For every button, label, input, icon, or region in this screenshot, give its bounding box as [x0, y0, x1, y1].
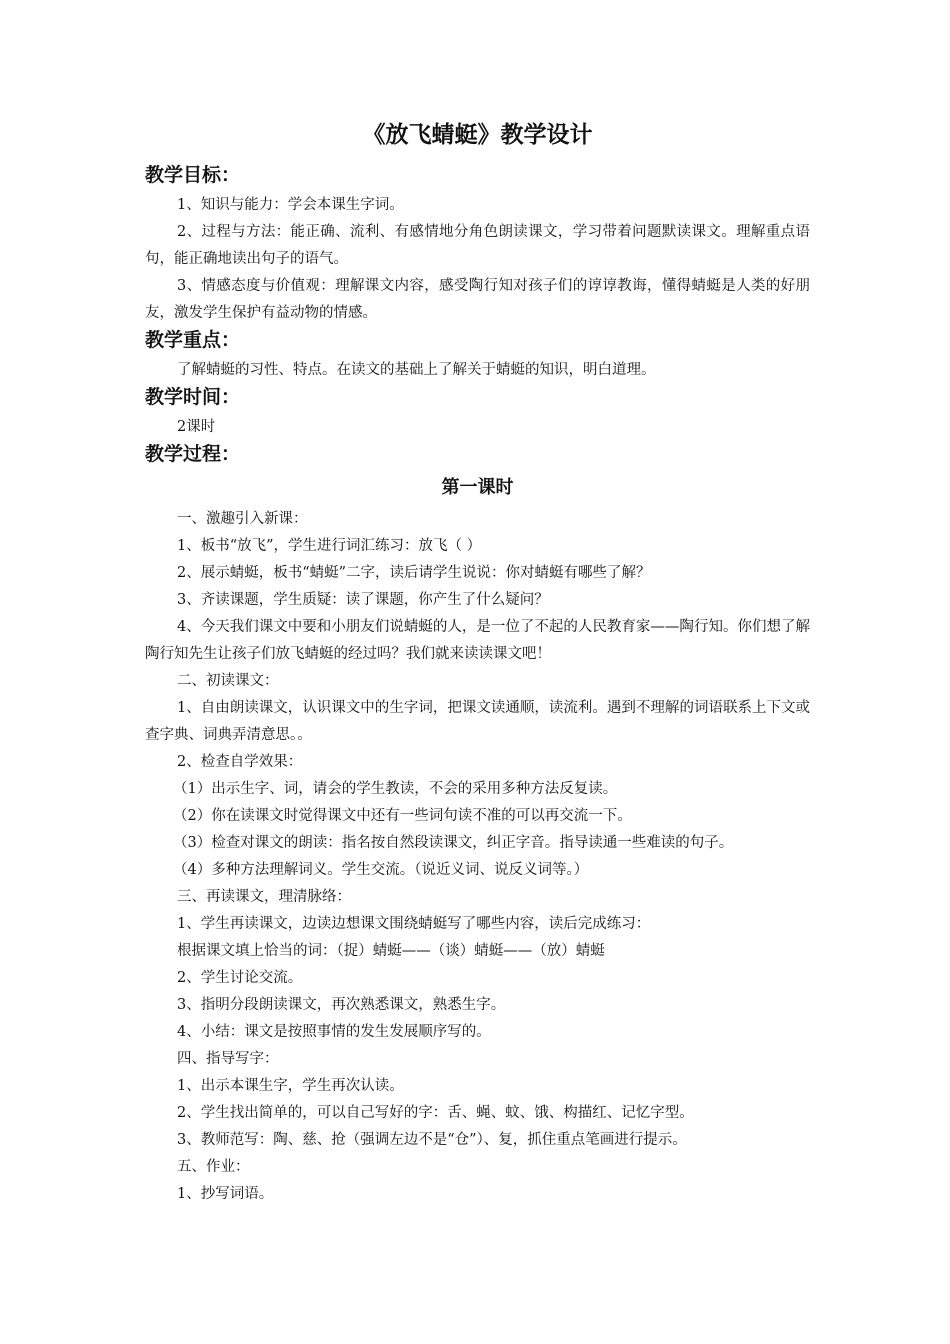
- process-line: 三、再读课文，理清脉络：: [177, 889, 351, 905]
- process-line: （1）出示生字、词，请会的学生教读，不会的采用多种方法反复读。: [173, 781, 618, 797]
- goal-item-2: 2、过程与方法：能正确、流利、有感情地分角色朗读课文，学习带着问题默读课文。理解重点语句，能正确地读出句子的语气。: [145, 224, 810, 267]
- process-line: 4、今天我们课文中要和小朋友们说蜻蜓的人，是一位了不起的人民教育家——陶行知。你们想了解陶行知先生让孩子们放飞蜻蜓的经过吗？我们就来读读课文吧！: [145, 619, 810, 662]
- goal-item-3: 3、情感态度与价值观：理解课文内容，感受陶行知对孩子们的谆谆教诲，懂得蜻蜓是人类的好朋友，激发学生保护有益动物的情感。: [145, 278, 810, 321]
- focus-text: 了解蜻蜓的习性、特点。在读文的基础上了解关于蜻蜓的知识，明白道理。: [177, 362, 656, 378]
- document-page: [145, 118, 810, 1208]
- process-line: 2、学生讨论交流。: [177, 970, 303, 986]
- process-line: 五、作业：: [177, 1159, 250, 1175]
- lesson-title: 第一课时: [441, 477, 514, 498]
- process-line: 4、小结：课文是按照事情的发生发展顺序写的。: [177, 1024, 491, 1040]
- time-text: 2课时: [177, 419, 216, 435]
- process-line: 3、指明分段朗读课文，再次熟悉课文，熟悉生字。: [177, 997, 506, 1013]
- process-line: （2）你在读课文时觉得课文中还有一些词句读不准的可以再交流一下。: [173, 808, 632, 824]
- process-line: 3、齐读课题，学生质疑：读了课题，你产生了什么疑问？: [177, 592, 549, 608]
- process-line: 3、教师范写：陶、慈、抢（强调左边不是“仓”）、复，抓住重点笔画进行提示。: [177, 1132, 687, 1148]
- goals-heading: 教学目标：: [145, 164, 241, 186]
- time-heading: 教学时间：: [145, 386, 241, 408]
- process-line: 四、指导写字：: [177, 1051, 279, 1067]
- process-line: 1、自由朗读课文，认识课文中的生字词，把课文读通顺，读流利。遇到不理解的词语联系上下文或查字典、词典弄清意思。。: [145, 700, 810, 743]
- process-line: 1、出示本课生字，学生再次认读。: [177, 1078, 404, 1094]
- process-line: 根据课文填上恰当的词：（捉）蜻蜓——（谈）蜻蜓——（放）蜻蜓: [177, 943, 605, 959]
- process-heading: 教学过程：: [145, 443, 241, 465]
- goal-item-1: 1、知识与能力：学会本课生字词。: [177, 197, 404, 213]
- focus-heading: 教学重点：: [145, 329, 241, 351]
- process-line: （3）检查对课文的朗读：指名按自然段读课文，纠正字音。指导读通一些难读的句子。: [173, 835, 734, 851]
- process-line: 2、展示蜻蜓，板书“蜻蜓”二字，读后请学生说说：你对蜻蜓有哪些了解？: [177, 565, 651, 581]
- process-line: （4）多种方法理解词义。学生交流。（说近义词、说反义词等。）: [173, 862, 589, 878]
- document-title: 《放飞蜻蜓》教学设计: [362, 121, 593, 148]
- process-line: 二、初读课文：: [177, 673, 279, 689]
- process-line: 1、抄写词语。: [177, 1186, 274, 1202]
- process-line: 2、检查自学效果：: [177, 754, 303, 770]
- process-line: 1、学生再读课文，边读边想课文围绕蜻蜓写了哪些内容，读后完成练习：: [177, 916, 651, 932]
- process-line: 1、板书“放飞”，学生进行词汇练习：放飞（ ）: [177, 538, 482, 554]
- process-line: 2、学生找出简单的，可以自己写好的字：舌、蝇、蚊、饿、构描红、记忆字型。: [177, 1105, 694, 1121]
- process-line: 一、激趣引入新课：: [177, 511, 308, 527]
